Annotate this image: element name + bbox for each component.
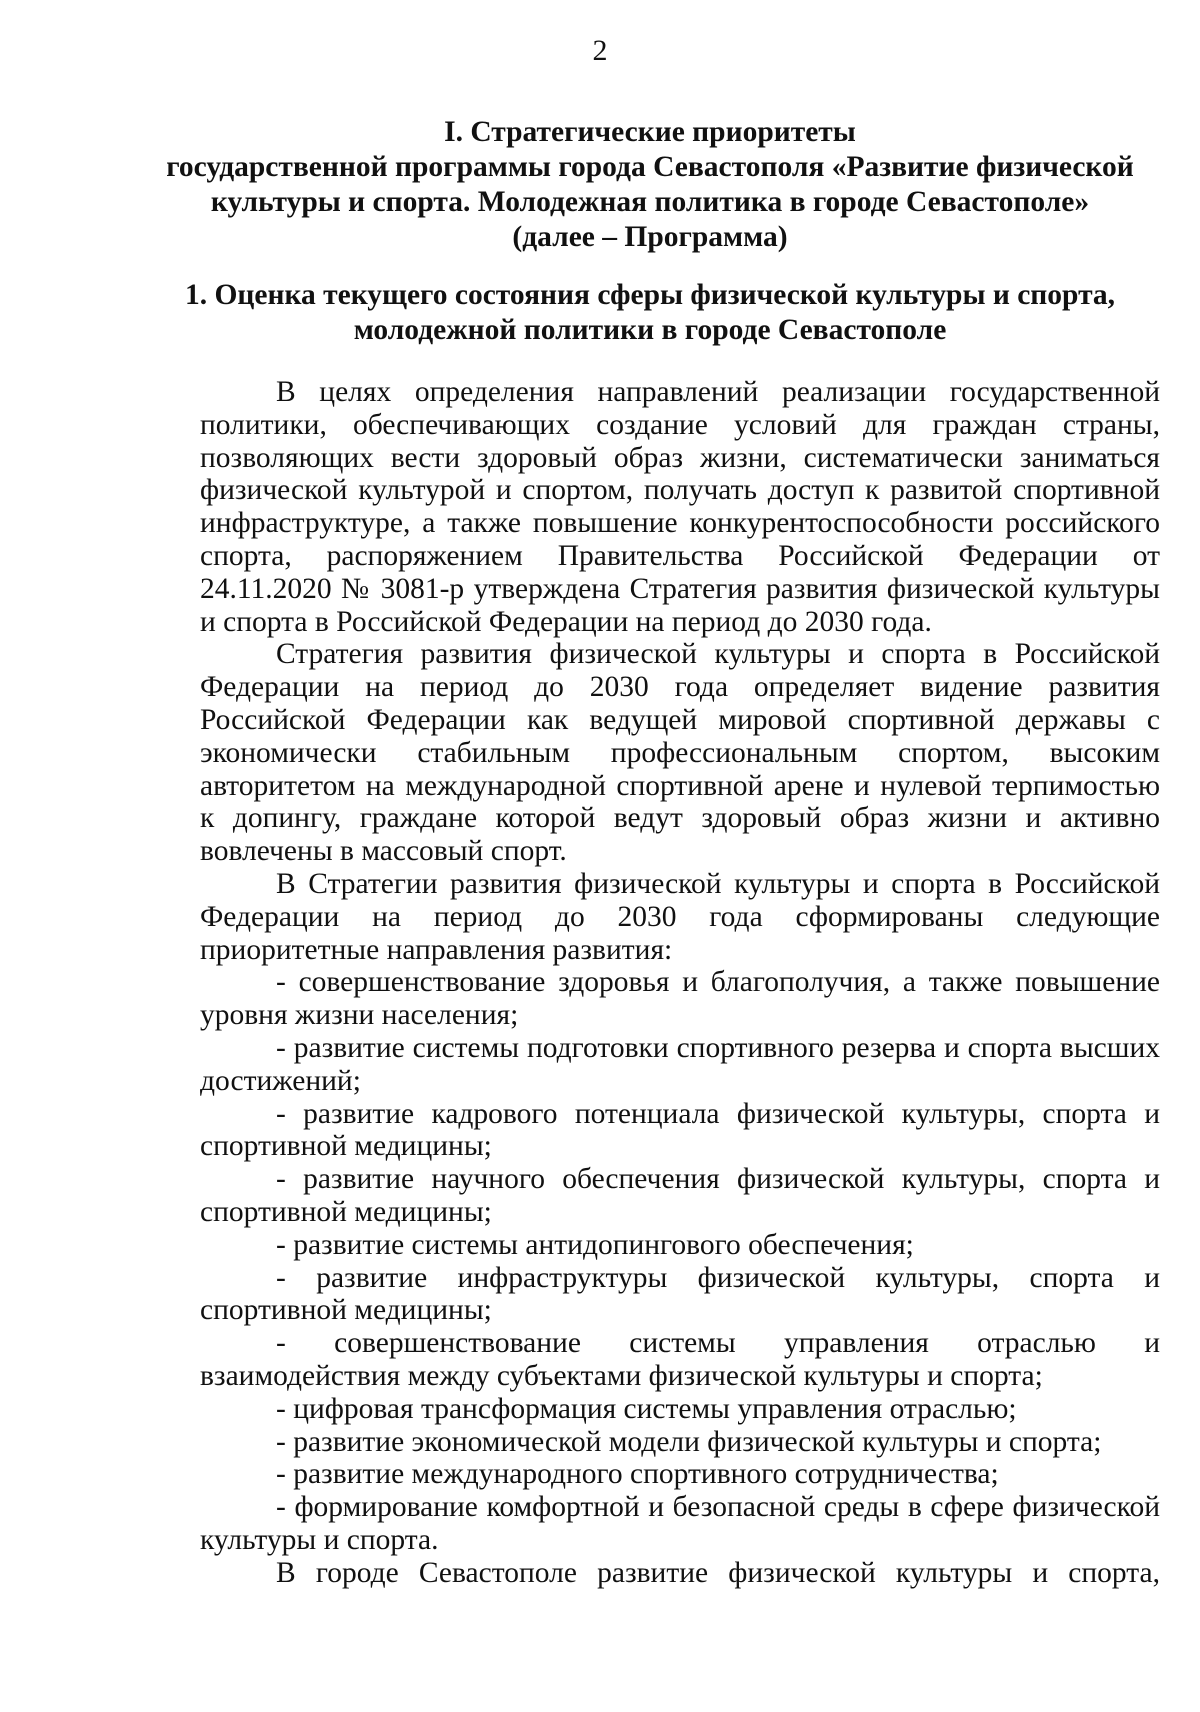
body-text <box>200 376 1160 1589</box>
list-item: - развитие системы антидопингового обеспечения; <box>276 1228 914 1261</box>
section-title-line: 1. Оценка текущего состояния сферы физической культуры и спорта, <box>184 279 1116 311</box>
main-title-line: государственной программы города Севастополя «Развитие физической <box>166 151 1134 183</box>
paragraph: В городе Севастополе развитие физической культуры и спорта, <box>276 1556 1160 1589</box>
paragraph: Стратегия развития физической культуры и спорта в Российской Федерации на период до 2030 года определяет видение развития Российской Федерации как ведущей мировой спортивной державы с экономически стабильным профессиональным спортом, высоким авторитетом на международной спортивной арене и нулевой терпимостью к допингу, граждане которой ведут здоровый образ жизни и активно вовлечены в массовый спорт. <box>200 638 1160 868</box>
section-title-line: молодежной политики в городе Севастополе <box>353 314 947 346</box>
main-title <box>150 115 1150 255</box>
list-item: - развитие системы подготовки спортивного резерва и спорта высших достижений; <box>200 1031 1160 1097</box>
list-item: - цифровая трансформация системы управления отраслью; <box>276 1392 1017 1425</box>
paragraph: В целях определения направлений реализации государственной политики, обеспечивающих создание условий для граждан страны, позволяющих вести здоровый образ жизни, систематически заниматься физической культурой и спортом, получать доступ к развитой спортивной инфраструктуре, а также повышение конкурентоспособности российского спорта, распоряжением Правительства Российской Федерации от 24.11.2020 № 3081-р утверждена Стратегия развития физической культуры и спорта в Российской Федерации на период до 2030 года. <box>200 376 1160 638</box>
list-item: - совершенствование здоровья и благополучия, а также повышение уровня жизни населения; <box>200 966 1160 1032</box>
list-item: - развитие научного обеспечения физической культуры, спорта и спортивной медицины; <box>200 1163 1160 1228</box>
main-title-line: (далее – Программа) <box>512 221 788 253</box>
list-item: - развитие международного спортивного сотрудничества; <box>276 1458 999 1491</box>
main-title-line: I. Стратегические приоритеты <box>444 116 856 148</box>
section-title <box>150 278 1150 348</box>
main-title-line: культуры и спорта. Молодежная политика в городе Севастополе» <box>210 186 1090 218</box>
paragraph: В Стратегии развития физической культуры и спорта в Российской Федерации на период до 2030 года сформированы следующие приоритетные направления развития: <box>200 867 1160 966</box>
list-item: - развитие кадрового потенциала физической культуры, спорта и спортивной медицины; <box>200 1097 1160 1163</box>
list-item: - развитие экономической модели физической культуры и спорта; <box>276 1425 1102 1458</box>
list-item: - формирование комфортной и безопасной среды в сфере физической культуры и спорта. <box>200 1491 1160 1556</box>
page-number: 2 <box>592 34 608 67</box>
list-item: - развитие инфраструктуры физической культуры, спорта и спортивной медицины; <box>200 1261 1160 1327</box>
list-item: - совершенствование системы управления отраслью и взаимодействия между субъектами физической культуры и спорта; <box>200 1327 1160 1392</box>
